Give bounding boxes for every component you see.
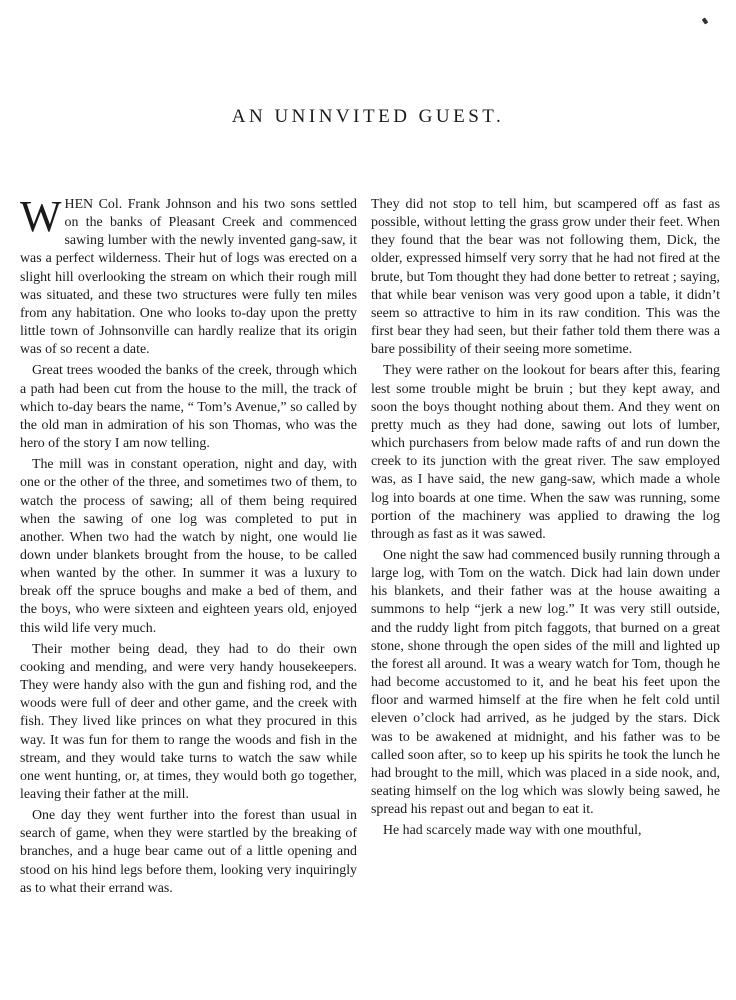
- paragraph-5: One day they went further into the forest than usual in search of game, when they were startled by the breaking of branches, and a huge bear came out of a little opening and stood on his hind legs before them, looking very inquiringly as to what their errand was.: [20, 808, 357, 896]
- right-column: [371, 196, 720, 840]
- page-speck: [702, 17, 709, 24]
- left-column: [20, 192, 357, 898]
- paragraph-6: They did not stop to tell him, but scampered off as fast as possible, without letting the grass grow under their feet. When they found that the bear was not following them, Dick, the older, expressed himself very sorry that he had not fired at the brute, but Tom thought they had done better to retreat ; saying, that while bear venison was very good upon a table, it didn’t seem so attractive to him in its raw condition. This was the first bear they had seen, but their father told them there was a bare possibility of their seeing more sometime.: [371, 197, 720, 358]
- story-title: AN UNINVITED GUEST.: [231, 106, 505, 127]
- paragraph-3: The mill was in constant operation, night and day, with one or the other of the three, and sometimes two of them, to watch the process of sawing; all of them being required when the sawing of one log was completed to put in another. When two had the watch by night, one would lie down under blankets brought from the house, to be called when wanted by the other. In summer it was a luxury to break off the spruce boughs and make a bed of them, and the boys, who were sixteen and eighteen years old, enjoyed this wild life very much.: [20, 457, 357, 636]
- paragraph-8: One night the saw had commenced busily running through a large log, with Tom on the watch. Dick had lain down under his blankets, and their father was at the house awaiting a summons to help “jerk a new log.” It was very still outside, and the ruddy light from pitch faggots, that burned on a great stone, shone through the open sides of the mill and lighted up the forest all around. It was a weary watch for Tom, though he had become accustomed to it, and he beat his feet upon the floor and warmed himself at the fire when he felt cold until eleven o’clock had arrived, as he judged by the stars. Dick was to be awakened at midnight, and his father was to be called soon after, so to keep up his spirits he took the lunch he had brought to the mill, which was placed in a side nook, and, seating himself on the log which was slowly being sawed, he spread his repast out and began to eat it.: [371, 547, 720, 818]
- drop-cap: W: [20, 192, 62, 241]
- paragraph-7: They were rather on the lookout for bears after this, fearing lest some trouble might be bruin ; but they kept away, and soon the boys thought nothing about them. And they went on pretty much as they had done, sawing out lots of lumber, which purchasers from below made rafts of and run down the creek to its junction with the great river. The saw employed was, as I have said, the new gang-saw, which made a whole log into boards at one time. When the saw was running, some portion of the machinery was applied to drawing the log through as fast as it was sawed.: [371, 363, 720, 542]
- paragraph-1-text: HEN Col. Frank Johnson and his two sons settled on the banks of Pleasant Creek and commenced sawing lumber with the newly invented gang-saw, it was a perfect wilderness. Their hut of logs was erected on a slight hill overlooking the stream on which their rough mill was situated, and these two structures were fully ten miles from any habitation. One who looks to-day upon the pretty little town of Johnsonville can hardly realize that its origin was of so recent a date.: [20, 197, 357, 358]
- paragraph-4: Their mother being dead, they had to do their own cooking and mending, and were very handy housekeepers. They were handy also with the gun and fishing rod, and the woods were full of deer and other game, and the creek with fish. They lived like princes on what they procured in this way. It was fun for them to range the woods and fish in the stream, and they would take turns to watch the saw while one went hunting, or, at times, they would both go together, leaving their father at the mill.: [20, 641, 357, 802]
- paragraph-9: He had scarcely made way with one mouthful,: [383, 823, 642, 839]
- paragraph-2: Great trees wooded the banks of the creek, through which a path had been cut from the house to the mill, the track of which to-day bears the name, “ Tom’s Avenue,” so called by the old man in admiration of his son Thomas, who was the hero of the story I am now telling.: [20, 363, 357, 452]
- paragraph-1: [20, 192, 357, 359]
